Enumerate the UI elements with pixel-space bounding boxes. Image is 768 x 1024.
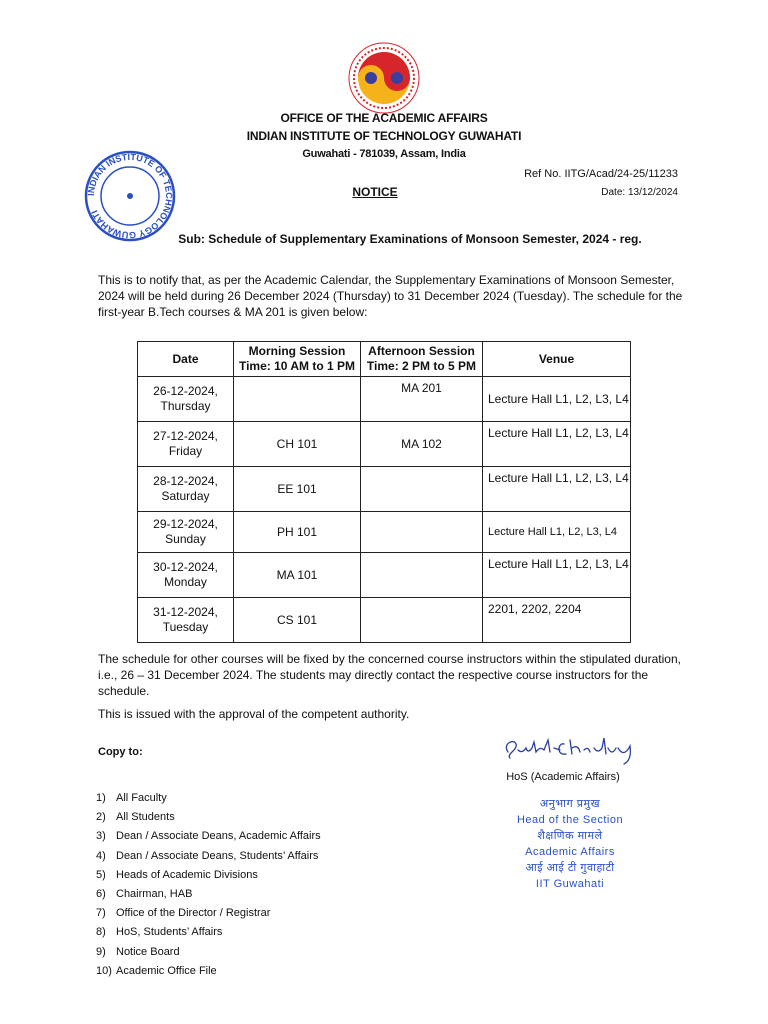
- list-text: Office of the Director / Registrar: [116, 907, 271, 920]
- list-item: [96, 885, 321, 904]
- date-text: 31-12-2024,: [153, 605, 218, 619]
- cell-venue: Lecture Hall L1, L2, L3, L4: [483, 553, 631, 598]
- table-row: [138, 377, 631, 422]
- copy-to-list: [96, 789, 321, 981]
- office-title: OFFICE OF THE ACADEMIC AFFAIRS: [280, 111, 488, 125]
- day-text: Sunday: [165, 532, 206, 546]
- list-number: 9): [96, 945, 106, 958]
- section-stamp: [490, 796, 650, 892]
- list-text: Chairman, HAB: [116, 887, 193, 900]
- list-text: HoS, Students’ Affairs: [116, 926, 223, 939]
- date-text: 26-12-2024,: [153, 384, 218, 398]
- cell-venue: 2201, 2202, 2204: [483, 598, 631, 643]
- seal-text: INDIAN INSTITUTE OF TECHNOLOGY GUWAHATI: [85, 151, 175, 241]
- header-afternoon-title: Afternoon Session: [368, 344, 475, 358]
- stamp-line-hindi-3: आई आई टी गुवाहाटी: [525, 862, 615, 874]
- institute-address: Guwahati - 781039, Assam, India: [302, 148, 466, 160]
- header-afternoon-time: Time: 2 PM to 5 PM: [366, 359, 477, 373]
- stamp-line-english-3: IIT Guwahati: [535, 878, 605, 890]
- list-number: 1): [96, 792, 106, 804]
- day-text: Saturday: [161, 489, 210, 503]
- notice-heading: [300, 185, 450, 199]
- approval-paragraph: This is issued with the approval of the competent authority.: [98, 707, 410, 721]
- table-row: [138, 598, 631, 643]
- list-number: 6): [96, 887, 106, 900]
- intro-paragraph: This is to notify that, as per the Academic Calendar, the Supplementary Examinations of Monsoon Semester, 2024 will be held during 26 December 2024 (Thursday) to 31 December 2024 (Tuesday). The schedule for the first-year B.Tech courses & MA 201 is given below:: [98, 273, 683, 319]
- day-text: Tuesday: [162, 620, 209, 634]
- list-text: Dean / Associate Deans, Students’ Affairs: [116, 849, 319, 862]
- cell-morning: MA 101: [234, 553, 361, 598]
- list-text: Heads of Academic Divisions: [116, 868, 258, 881]
- list-item: [96, 962, 321, 981]
- subject-line: Sub: Schedule of Supplementary Examinations of Monsoon Semester, 2024 - reg.: [178, 232, 642, 246]
- institute-name: INDIAN INSTITUTE OF TECHNOLOGY GUWAHATI: [246, 129, 522, 143]
- list-item: [96, 904, 321, 923]
- cell-date: [138, 377, 234, 422]
- cell-date: [138, 553, 234, 598]
- table-row: [138, 422, 631, 467]
- stamp-line-english-1: Head of the Section: [516, 814, 624, 826]
- header-morning-title: Morning Session: [248, 344, 346, 358]
- cell-afternoon: [361, 598, 483, 643]
- date-text: 28-12-2024,: [153, 474, 218, 488]
- list-item: [96, 789, 321, 808]
- institute-seal-stamp: [84, 150, 176, 242]
- cell-venue: Lecture Hall L1, L2, L3, L4: [483, 422, 631, 467]
- table-header-row: [138, 342, 631, 377]
- cell-morning: PH 101: [234, 512, 361, 553]
- list-text: Notice Board: [116, 945, 180, 958]
- cell-date: [138, 512, 234, 553]
- table-row: [138, 512, 631, 553]
- stamp-line-hindi-2: शैक्षणिक मामले: [537, 830, 603, 842]
- cell-venue: Lecture Hall L1, L2, L3, L4: [483, 467, 631, 512]
- list-item: [96, 847, 321, 866]
- day-text: Monday: [164, 575, 207, 589]
- header-date: Date: [138, 342, 234, 377]
- list-number: 4): [96, 849, 106, 862]
- cell-date: [138, 598, 234, 643]
- cell-afternoon: MA 102: [361, 422, 483, 467]
- exam-schedule-table: [137, 341, 631, 643]
- reference-number: Ref No. IITG/Acad/24-25/11233: [524, 168, 678, 180]
- cell-afternoon: [361, 467, 483, 512]
- list-item: [96, 827, 321, 846]
- day-text: Thursday: [160, 399, 211, 413]
- header-morning-session: [234, 342, 361, 377]
- date-text: 30-12-2024,: [153, 560, 218, 574]
- signatory-designation: HoS (Academic Affairs): [506, 771, 620, 783]
- list-text: All Students: [116, 811, 175, 824]
- notice-heading-text: NOTICE: [352, 185, 398, 199]
- list-number: 8): [96, 926, 106, 939]
- list-number: 7): [96, 907, 106, 920]
- cell-morning: CS 101: [234, 598, 361, 643]
- list-item: [96, 808, 321, 827]
- cell-venue: Lecture Hall L1, L2, L3, L4: [483, 512, 631, 553]
- list-number: 10): [96, 964, 112, 977]
- date-text: 29-12-2024,: [153, 517, 218, 531]
- copy-to-label: Copy to:: [98, 746, 143, 758]
- table-row: [138, 467, 631, 512]
- list-item: [96, 943, 321, 962]
- list-item: [96, 923, 321, 942]
- other-courses-paragraph: The schedule for other courses will be fixed by the concerned course instructors within the stipulated duration, i.e., 26 – 31 December 2024. The students may directly contact the respective course instructors for the schedule.: [98, 652, 681, 698]
- cell-morning: [234, 377, 361, 422]
- cell-venue: Lecture Hall L1, L2, L3, L4: [483, 377, 631, 422]
- list-number: 3): [96, 830, 106, 843]
- notice-date: Date: 13/12/2024: [601, 187, 678, 198]
- list-number: 5): [96, 868, 106, 881]
- header-morning-time: Time: 10 AM to 1 PM: [238, 359, 356, 373]
- table-row: [138, 553, 631, 598]
- cell-afternoon: MA 201: [361, 377, 483, 422]
- header-afternoon-session: [361, 342, 483, 377]
- handwritten-signature: [500, 730, 650, 770]
- stamp-line-english-2: Academic Affairs: [525, 846, 615, 858]
- day-text: Friday: [168, 444, 203, 458]
- cell-morning: EE 101: [234, 467, 361, 512]
- cell-morning: CH 101: [234, 422, 361, 467]
- list-text: Dean / Associate Deans, Academic Affairs: [116, 830, 321, 843]
- list-item: [96, 866, 321, 885]
- list-text: All Faculty: [116, 792, 167, 804]
- header-venue: Venue: [483, 342, 631, 377]
- date-text: 27-12-2024,: [153, 429, 218, 443]
- list-text: Academic Office File: [116, 964, 217, 977]
- cell-date: [138, 467, 234, 512]
- stamp-line-hindi-1: अनुभाग प्रमुख: [539, 798, 601, 810]
- iitg-logo: [346, 38, 422, 114]
- list-number: 2): [96, 811, 106, 824]
- cell-afternoon: [361, 512, 483, 553]
- cell-afternoon: [361, 553, 483, 598]
- cell-date: [138, 422, 234, 467]
